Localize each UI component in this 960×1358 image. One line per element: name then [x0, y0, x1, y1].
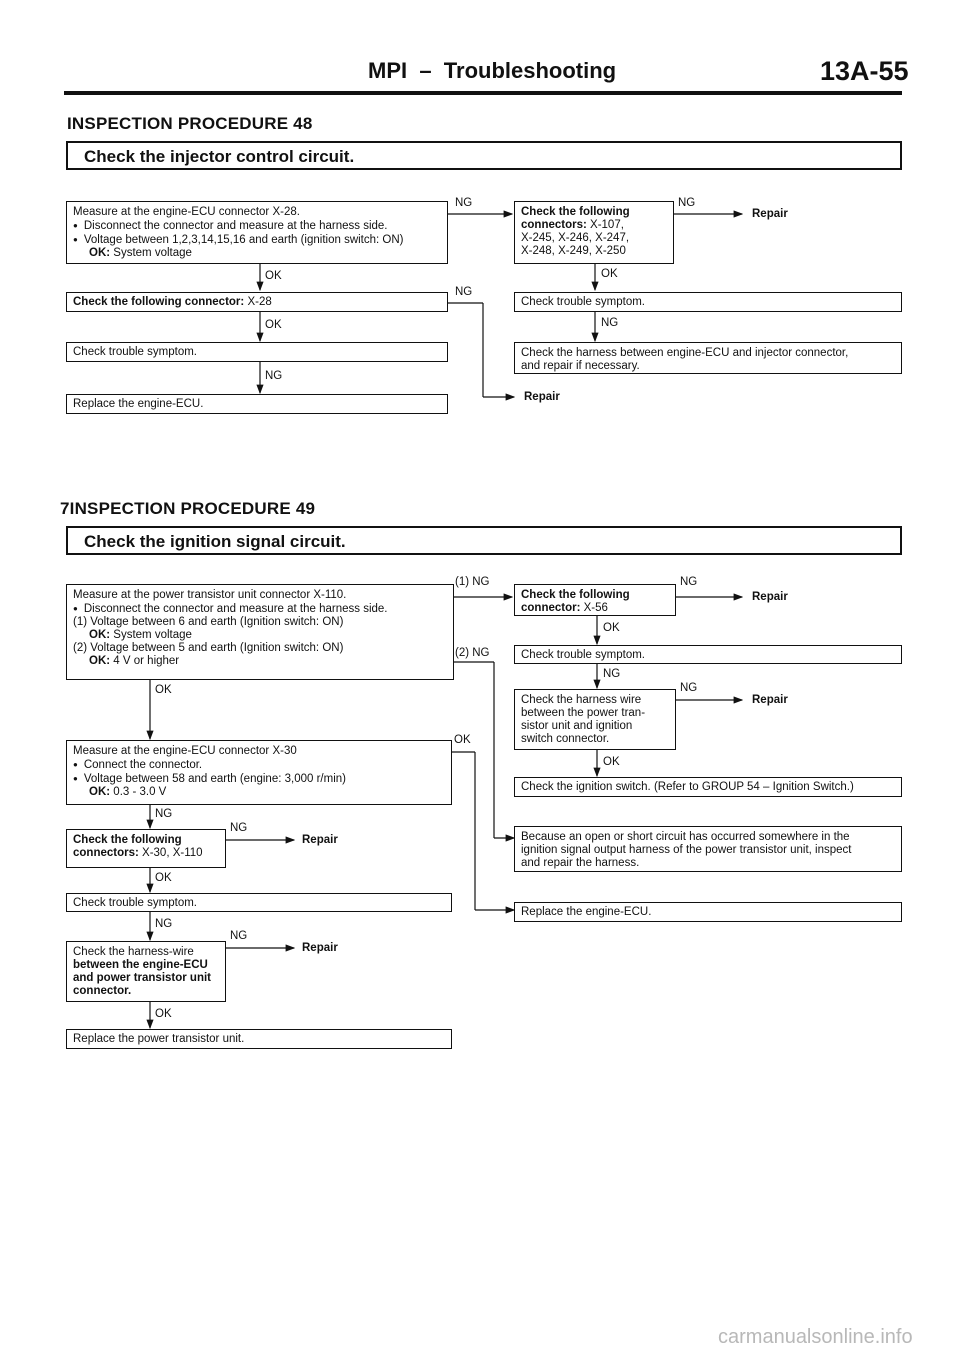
- label-ok: OK: [265, 319, 282, 331]
- repair-label: Repair: [524, 391, 560, 403]
- repair-label: Repair: [752, 591, 788, 603]
- ok-value: System voltage: [113, 247, 192, 259]
- proc48-check-connector-box: [66, 292, 448, 312]
- proc49-measure1-box: [66, 584, 454, 680]
- check-connector-key: Check the following connector:: [73, 296, 245, 308]
- connectors-line: X-248, X-249, X-250: [521, 245, 626, 257]
- label-ok: OK: [601, 268, 618, 280]
- measure-bullet: ● Disconnect the connector and measure at the harness side.: [73, 602, 447, 616]
- repair-label: Repair: [302, 834, 338, 846]
- harness-line: sistor unit and ignition: [521, 720, 633, 732]
- proc49-check-connector-right: [514, 584, 676, 616]
- because-line: and repair the harness.: [521, 857, 640, 869]
- ok-value: 4 V or higher: [113, 655, 180, 667]
- connectors-line: X-245, X-246, X-247,: [521, 232, 630, 244]
- harness-line: switch connector.: [521, 733, 610, 745]
- label-ng: NG: [230, 822, 248, 834]
- proc48-heading: INSPECTION PROCEDURE 48: [67, 114, 313, 133]
- check-key: Check the following: [521, 589, 630, 601]
- label-ng: NG: [601, 317, 619, 329]
- proc49-check-connectors-left: [66, 829, 226, 868]
- connectors-key: connectors:: [73, 847, 139, 859]
- proc49-harness-right: [514, 689, 676, 750]
- proc49-heading: 7INSPECTION PROCEDURE 49: [60, 499, 316, 518]
- label-ng: NG: [230, 930, 248, 942]
- connectors-value: X-30, X-110: [142, 847, 203, 859]
- label-ok: OK: [603, 622, 620, 634]
- label-ng: NG: [680, 576, 698, 588]
- label-ng: NG: [603, 668, 621, 680]
- proc49-banner: Check the ignition signal circuit.: [66, 526, 902, 555]
- proc48-check-symptom-right: Check trouble symptom.: [514, 292, 902, 312]
- label-ng: NG: [455, 286, 473, 298]
- ok-key: OK:: [89, 786, 111, 798]
- measure-bullet: ● Disconnect the connector and measure at the harness side.: [73, 219, 441, 233]
- measure-line: Measure at the engine-ECU connector X-30: [73, 745, 297, 757]
- measure-line: Measure at the engine-ECU connector X-28.: [73, 206, 300, 218]
- measure-line: (2) Voltage between 5 and earth (Ignition switch: ON): [73, 642, 344, 654]
- label-ng: NG: [680, 682, 698, 694]
- label-ok: OK: [603, 756, 620, 768]
- check-key: Check the following: [73, 834, 182, 846]
- page-number: 13A-55: [820, 56, 909, 86]
- proc48-check-connectors-box: [514, 201, 674, 264]
- check-key: Check the following: [521, 206, 630, 218]
- proc49-because-box: [514, 826, 902, 872]
- harness-line: Check the harness between engine-ECU and injector connector,: [521, 347, 849, 359]
- label-ok: OK: [155, 872, 172, 884]
- connectors-value: X-107,: [590, 219, 624, 231]
- connector-key: connector:: [521, 602, 581, 614]
- proc49-harness-left: [66, 941, 226, 1002]
- page-header-title: MPI – Troubleshooting: [368, 58, 617, 83]
- harness-line: and power transistor unit: [73, 972, 212, 984]
- proc49-check-symptom-left: Check trouble symptom.: [66, 893, 452, 912]
- measure-bullet: ● Voltage between 58 and earth (engine: 3,000 r/min): [73, 772, 445, 786]
- label-ok: OK: [155, 684, 172, 696]
- because-line: Because an open or short circuit has occurred somewhere in the: [521, 831, 850, 843]
- harness-line: between the power tran-: [521, 707, 646, 719]
- label-ok: OK: [454, 734, 471, 746]
- ok-key: OK:: [89, 629, 111, 641]
- proc48-check-symptom-left: Check trouble symptom.: [66, 342, 448, 362]
- harness-line: Check the harness-wire: [73, 946, 194, 958]
- proc49-measure2-box: [66, 740, 452, 805]
- repair-label: Repair: [302, 942, 338, 954]
- watermark: carmanualsonline.info: [718, 1326, 913, 1348]
- proc48-harness-box: [514, 342, 902, 374]
- check-connector-value: X-28: [247, 296, 272, 308]
- label-ng: NG: [155, 808, 173, 820]
- label-ok: OK: [265, 270, 282, 282]
- proc49-replace-ecu: Replace the engine-ECU.: [514, 902, 902, 922]
- label-ng: (1) NG: [455, 576, 490, 588]
- ok-key: OK:: [89, 655, 111, 667]
- measure-line: (1) Voltage between 6 and earth (Ignition switch: ON): [73, 616, 344, 628]
- ok-value: System voltage: [113, 629, 192, 641]
- proc49-check-symptom-right: Check trouble symptom.: [514, 645, 902, 664]
- connector-value: X-56: [583, 602, 608, 614]
- label-ng: NG: [678, 197, 696, 209]
- label-ng: NG: [455, 197, 473, 209]
- proc48-measure-box: [66, 201, 448, 264]
- measure-bullet: ● Connect the connector.: [73, 758, 445, 772]
- harness-line: connector.: [73, 985, 132, 997]
- proc49-replace-power-transistor: Replace the power transistor unit.: [66, 1029, 452, 1049]
- measure-bullet: ● Voltage between 1,2,3,14,15,16 and earth (ignition switch: ON): [73, 233, 441, 247]
- because-line: ignition signal output harness of the power transistor unit, inspect: [521, 844, 852, 856]
- label-ng: (2) NG: [455, 647, 490, 659]
- repair-label: Repair: [752, 694, 788, 706]
- proc49-ignition-switch: Check the ignition switch. (Refer to GROUP 54 – Ignition Switch.): [514, 777, 902, 797]
- measure-line: Measure at the power transistor unit connector X-110.: [73, 589, 347, 601]
- harness-line: between the engine-ECU: [73, 959, 208, 971]
- proc48-replace-ecu: Replace the engine-ECU.: [66, 394, 448, 414]
- ok-key: OK:: [89, 247, 111, 259]
- proc48-banner: Check the injector control circuit.: [66, 141, 902, 170]
- connectors-key: connectors:: [521, 219, 587, 231]
- ok-value: 0.3 - 3.0 V: [113, 786, 167, 798]
- label-ok: OK: [155, 1008, 172, 1020]
- label-ng: NG: [265, 370, 283, 382]
- harness-line: and repair if necessary.: [521, 360, 640, 372]
- harness-line: Check the harness wire: [521, 694, 642, 706]
- label-ng: NG: [155, 918, 173, 930]
- repair-label: Repair: [752, 208, 788, 220]
